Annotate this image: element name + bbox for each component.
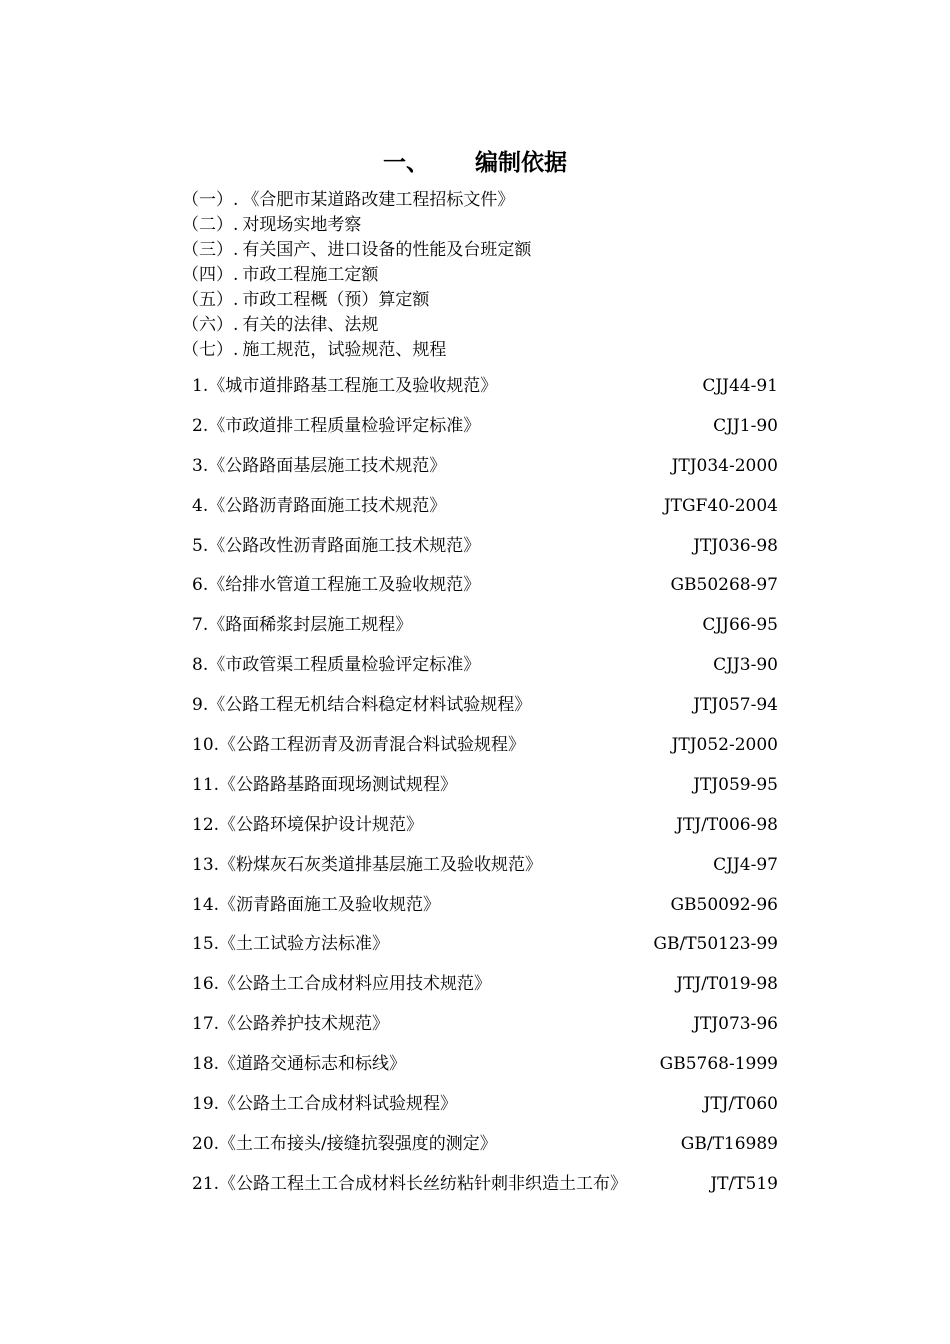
standard-row [192,805,778,845]
basis-text: 市政工程概（预）算定额 [242,290,430,310]
standard-title: 8.《市政管渠工程质量检验评定标准》 [192,655,481,676]
basis-label: （三）. [182,240,239,260]
standard-row [192,1044,778,1084]
basis-label: （五）. [182,290,239,310]
standard-code: CJJ44-91 [702,376,778,396]
heading-number: 一、 [383,150,429,176]
basis-item [182,338,531,363]
standard-title: 5.《公路改性沥青路面施工技术规范》 [192,535,481,556]
standard-code: GB50092-96 [670,894,778,915]
standard-title: 9.《公路工程无机结合料稳定材料试验规程》 [192,695,532,716]
standard-title: 3.《公路路面基层施工技术规范》 [192,455,447,476]
standard-code: JTJ073-96 [693,1014,778,1035]
standard-code: GB5768-1999 [659,1054,778,1075]
standards-list [192,366,778,1204]
standard-row [192,725,778,765]
standard-row [192,406,778,446]
basis-label: （七）. [182,340,239,360]
standard-title: 15.《土工试验方法标准》 [192,934,390,955]
standard-row [192,845,778,885]
standard-code: GB50268-97 [670,575,778,596]
standard-title: 13.《粉煤灰石灰类道排基层施工及验收规范》 [192,854,543,875]
standard-title: 2.《市政道排工程质量检验评定标准》 [192,415,481,436]
standard-code: JTGF40-2004 [663,495,778,516]
standard-code: JTJ052-2000 [671,735,778,756]
basis-item [182,263,531,288]
standard-title: 4.《公路沥青路面施工技术规范》 [192,495,447,516]
standard-row [192,645,778,685]
standard-title: 7.《路面稀浆封层施工规程》 [192,615,413,636]
basis-text: 有关国产、进口设备的性能及台班定额 [242,240,532,260]
standard-code: CJJ66-95 [702,615,778,636]
section-heading [0,146,950,180]
standard-row [192,924,778,964]
standard-title: 10.《公路工程沥青及沥青混合料试验规程》 [192,735,526,756]
standard-title: 12.《公路环境保护设计规范》 [192,814,424,835]
basis-text: 有关的法律、法规 [242,315,379,335]
standard-code: JTJ/T060 [703,1094,778,1115]
standard-row [192,685,778,725]
basis-item [182,313,531,338]
standard-title: 14.《沥青路面施工及验收规范》 [192,894,441,915]
standard-row [192,885,778,925]
basis-label: （四）. [182,265,239,285]
standard-code: JTJ057-94 [693,695,778,716]
basis-text: 对现场实地考察 [242,215,362,235]
standard-row [192,486,778,526]
standard-row [192,446,778,486]
standard-row [192,1084,778,1124]
basis-list [182,188,531,363]
standard-code: JT/T519 [710,1173,778,1194]
standard-code: CJJ4-97 [713,854,778,875]
basis-label: （二）. [182,215,239,235]
basis-text: 市政工程施工定额 [242,265,379,285]
standard-row [192,526,778,566]
standard-row [192,565,778,605]
standard-code: CJJ3-90 [713,655,778,676]
standard-title: 11.《公路路基路面现场测试规程》 [192,774,458,795]
standard-row [192,765,778,805]
standard-row [192,1004,778,1044]
standard-code: CJJ1-90 [713,415,778,436]
standard-code: JTJ036-98 [693,535,778,556]
basis-item [182,213,531,238]
standard-title: 6.《给排水管道工程施工及验收规范》 [192,575,481,596]
standard-code: JTJ059-95 [693,774,778,795]
basis-label: （六）. [182,315,239,335]
heading-text: 编制依据 [475,150,567,176]
standard-row [192,964,778,1004]
standard-code: GB/T16989 [680,1133,778,1154]
standard-row [192,605,778,645]
standard-title: 16.《公路土工合成材料应用技术规范》 [192,974,492,995]
standard-title: 21.《公路工程土工合成材料长丝纺粘针刺非织造土工布》 [192,1173,628,1194]
basis-item [182,238,531,263]
standard-title: 1.《城市道排路基工程施工及验收规范》 [192,376,498,396]
basis-item [182,188,531,213]
standard-row [192,1124,778,1164]
basis-item [182,288,531,313]
basis-label: （一）. [182,190,239,210]
standard-code: JTJ034-2000 [671,455,778,476]
basis-text: 施工规范，试验规范、规程 [242,340,447,360]
standard-code: GB/T50123-99 [653,934,778,955]
standard-title: 18.《道路交通标志和标线》 [192,1054,407,1075]
standard-code: JTJ/T019-98 [676,974,778,995]
standard-row [192,366,778,406]
standard-title: 20.《土工布接头/接缝抗裂强度的测定》 [192,1133,497,1154]
standard-title: 19.《公路土工合成材料试验规程》 [192,1094,458,1115]
standard-row [192,1164,778,1204]
basis-text: 《合肥市某道路改建工程招标文件》 [242,190,515,210]
standard-code: JTJ/T006-98 [676,814,778,835]
standard-title: 17.《公路养护技术规范》 [192,1014,390,1035]
